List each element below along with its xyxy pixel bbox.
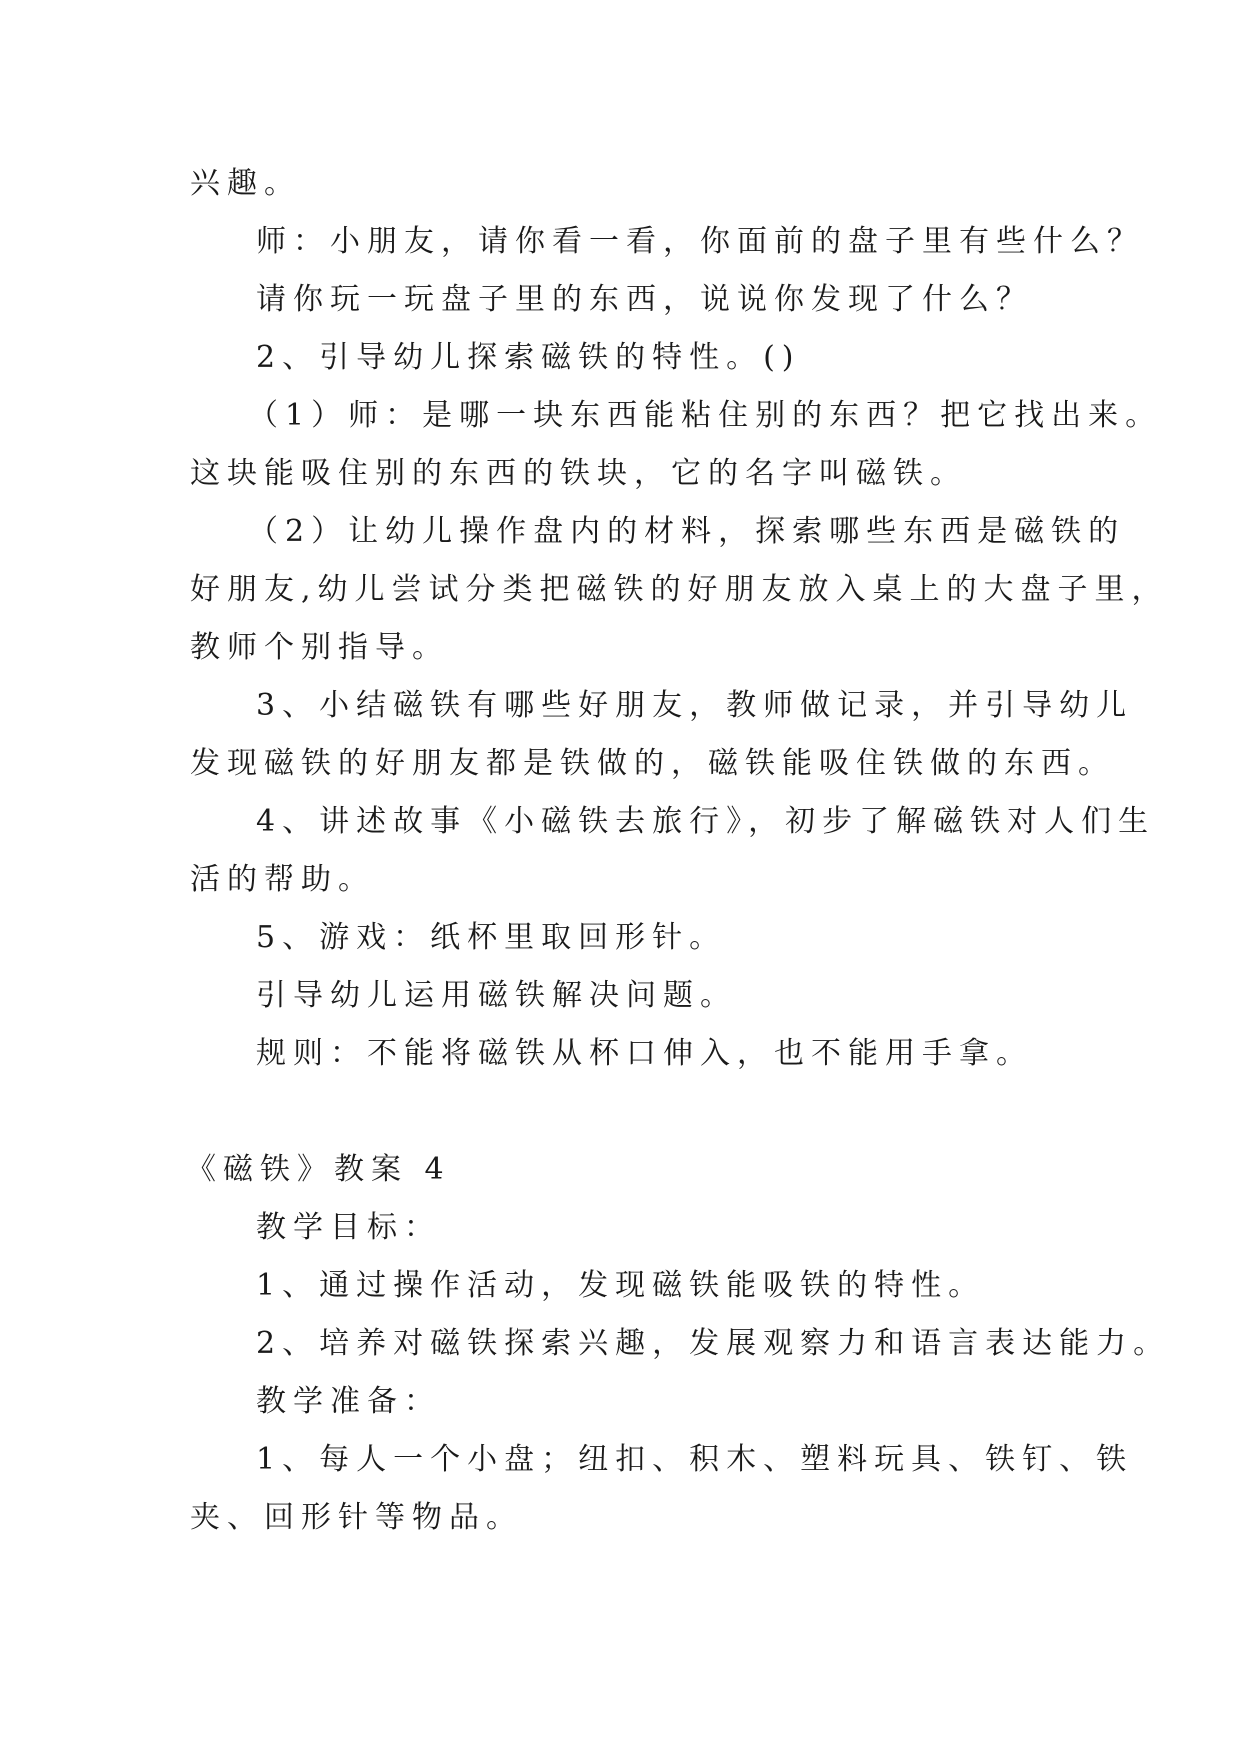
teacher-question-line: 师：小朋友，请你看一看，你面前的盘子里有些什么？ [256, 224, 1144, 259]
step-3-line: 3、小结磁铁有哪些好朋友，教师做记录，并引导幼儿 [256, 688, 1134, 723]
teaching-preparation-heading: 教学准备： [256, 1384, 441, 1419]
step-3-continuation: 发现磁铁的好朋友都是铁做的，磁铁能吸住铁做的东西。 [190, 746, 1115, 781]
teacher-question-line-2: 请你玩一玩盘子里的东西，说说你发现了什么？ [256, 282, 1033, 317]
step-2-sub-1-line: （1）师：是哪一块东西能粘住别的东西？把它找出来。 [248, 398, 1163, 433]
step-5-line: 5、游戏：纸杯里取回形针。 [256, 920, 727, 955]
preparation-1-line: 1、每人一个小盘；纽扣、积木、塑料玩具、铁钉、铁 [256, 1442, 1134, 1477]
step-4-continuation: 活的帮助。 [190, 862, 375, 897]
section-title: 《磁铁》教案 4 [186, 1152, 451, 1187]
goal-1-line: 1、通过操作活动，发现磁铁能吸铁的特性。 [256, 1268, 986, 1303]
rules-line: 规则：不能将磁铁从杯口伸入，也不能用手拿。 [256, 1036, 1033, 1071]
step-4-line: 4、讲述故事《小磁铁去旅行》，初步了解磁铁对人们生 [256, 804, 1156, 839]
step-2-line: 2、引导幼儿探索磁铁的特性。() [256, 340, 801, 375]
step-2-sub-2-line: （2）让幼儿操作盘内的材料，探索哪些东西是磁铁的 [248, 514, 1126, 549]
goal-2-line: 2、培养对磁铁探索兴趣，发展观察力和语言表达能力。 [256, 1326, 1171, 1361]
preparation-1-continuation: 夹、回形针等物品。 [190, 1500, 523, 1535]
step-2-sub-2-continuation-2: 教师个别指导。 [190, 630, 449, 665]
step-2-sub-1-continuation: 这块能吸住别的东西的铁块，它的名字叫磁铁。 [190, 456, 967, 491]
step-5-detail-line: 引导幼儿运用磁铁解决问题。 [256, 978, 737, 1013]
step-2-sub-2-continuation: 好朋友,幼儿尝试分类把磁铁的好朋友放入桌上的大盘子里， [190, 572, 1169, 607]
teaching-goals-heading: 教学目标： [256, 1210, 441, 1245]
paragraph-continuation: 兴趣。 [190, 166, 301, 201]
